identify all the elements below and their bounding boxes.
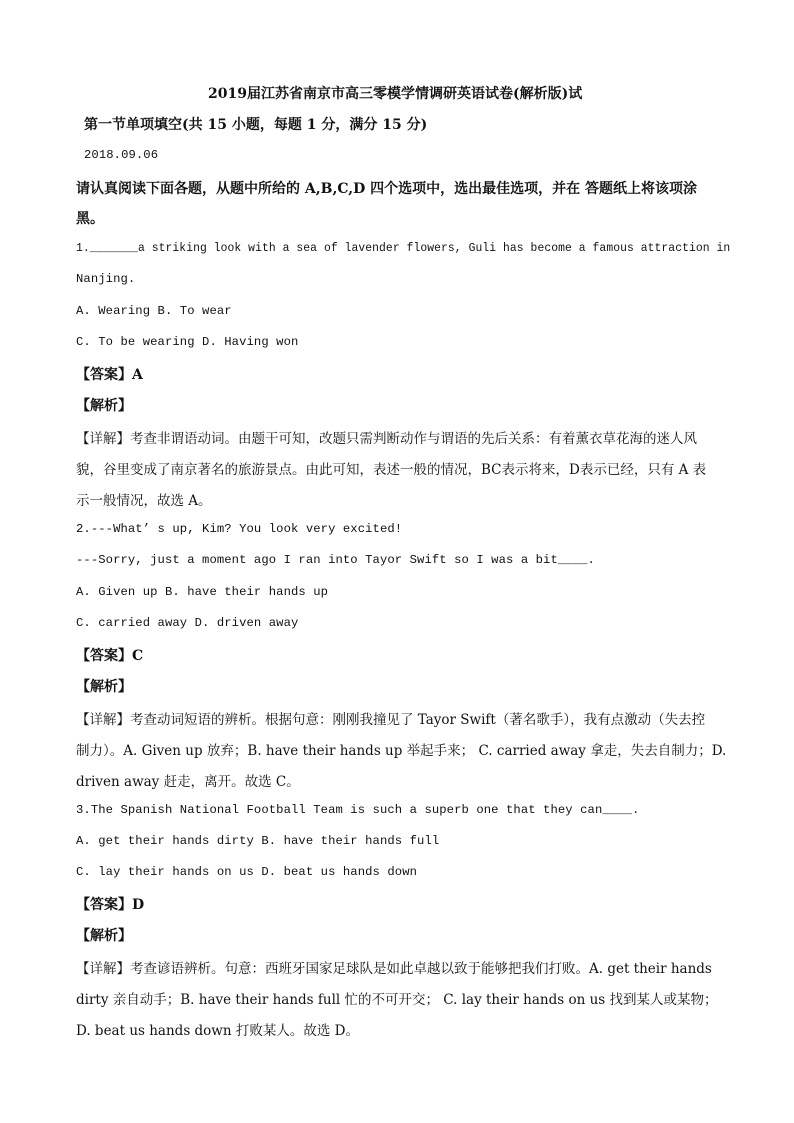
- section-heading: 第一节单项填空(共 15 小题，每题 1 分，满分 15 分): [84, 117, 428, 133]
- question-2-stem-line-2: ---Sorry, just a moment ago I ran into Tayor Swift so I was a bit____.: [76, 553, 595, 567]
- question-2-answer: 【答案】C: [76, 648, 144, 664]
- question-1-stem-line-1: 1._______a striking look with a sea of lavender flowers, Guli has become a famous attraction in: [76, 241, 731, 255]
- question-1-detail-line-3: 示一般情况，故选 A。: [76, 493, 212, 509]
- question-2-detail-line-1: 【详解】考查动词短语的辨析。根据句意：刚刚我撞见了 Tayor Swift（著名歌手），我有点激动（失去控: [76, 712, 706, 728]
- question-2-detail-line-2: 制力）。A. Given up 放弃；B. have their hands up 举起手来； C. carried away 拿走，失去自制力；D.: [76, 743, 727, 759]
- question-2-detail-line-3: driven away 赶走，离开。故选 C。: [76, 774, 300, 790]
- instruction-line-2: 黑。: [76, 211, 104, 227]
- question-3-detail-line-3: D. beat us hands down 打败某人。故选 D。: [76, 1023, 359, 1039]
- question-2-stem-line-1: 2.---What’ s up, Kim? You look very excited!: [76, 522, 403, 536]
- document-title: 2019届江苏省南京市高三零模学情调研英语试卷(解析版)试: [208, 86, 583, 102]
- question-3-answer: 【答案】D: [76, 897, 145, 913]
- instruction-line-1: 请认真阅读下面各题，从题中所给的 A,B,C,D 四个选项中，选出最佳选项，并在 答题纸上将该项涂: [76, 181, 697, 197]
- question-1-detail-line-1: 【详解】考查非谓语动词。由题干可知，改题只需判断动作与谓语的先后关系：有着薰衣草花海的迷人风: [76, 431, 697, 447]
- question-3-options-line-2: C. lay their hands on us D. beat us hands down: [76, 865, 418, 879]
- question-3-stem-line-1: 3.The Spanish National Football Team is such a superb one that they can____.: [76, 803, 640, 817]
- question-3-options-line-1: A. get their hands dirty B. have their hands full: [76, 834, 440, 848]
- question-3-detail-line-1: 【详解】考查谚语辨析。句意：西班牙国家足球队是如此卓越以致于能够把我们打败。A. get their hands: [76, 961, 712, 977]
- question-2-options-line-2: C. carried away D. driven away: [76, 616, 299, 630]
- question-1-options-line-1: A. Wearing B. To wear: [76, 304, 232, 318]
- question-1-answer: 【答案】A: [76, 367, 143, 383]
- document-date: 2018.09.06: [84, 148, 159, 162]
- question-3-analysis-label: 【解析】: [76, 928, 132, 944]
- question-1-analysis-label: 【解析】: [76, 398, 132, 414]
- question-1-stem-line-2: Nanjing.: [76, 272, 136, 286]
- question-1-options-line-2: C. To be wearing D. Having won: [76, 335, 299, 349]
- question-2-analysis-label: 【解析】: [76, 679, 132, 695]
- question-2-options-line-1: A. Given up B. have their hands up: [76, 585, 329, 599]
- question-3-detail-line-2: dirty 亲自动手；B. have their hands full 忙的不可开交； C. lay their hands on us 找到某人或某物；: [76, 992, 718, 1008]
- question-1-detail-line-2: 貌，谷里变成了南京著名的旅游景点。由此可知，表述一般的情况，BC表示将来，D表示已经，只有 A 表: [76, 462, 707, 478]
